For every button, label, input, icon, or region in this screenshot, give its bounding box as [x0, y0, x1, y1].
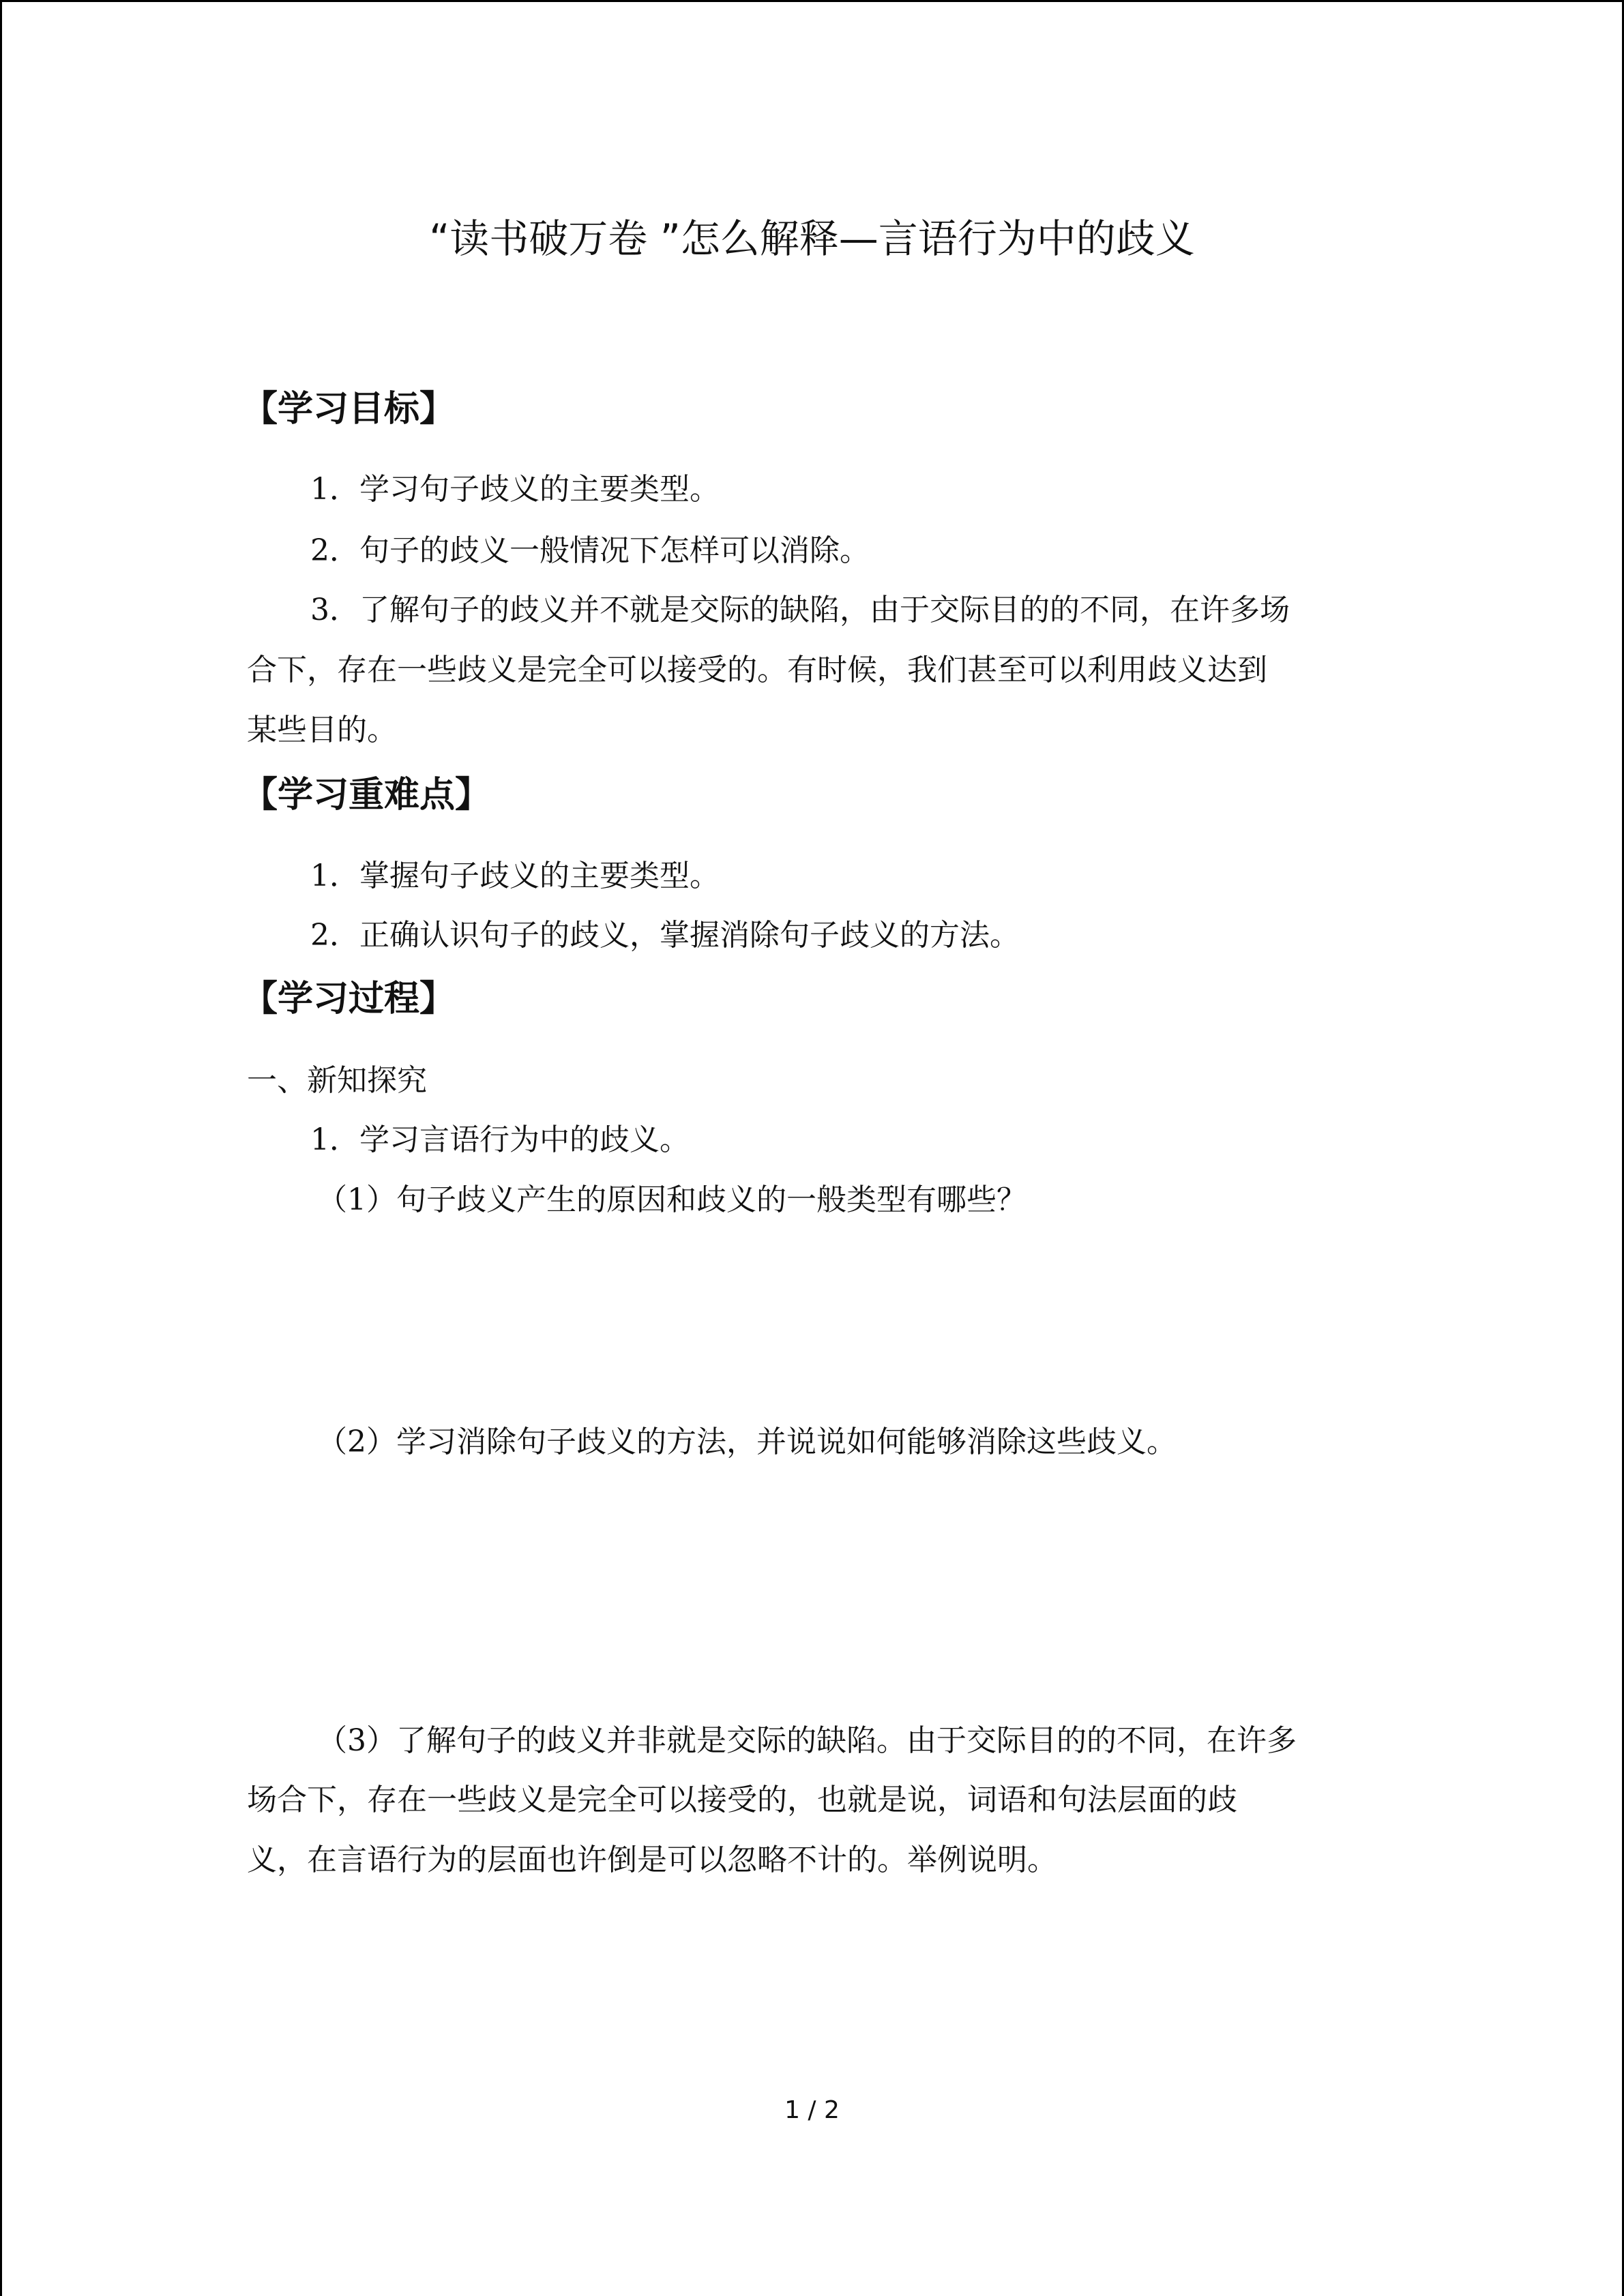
- objective-item-3-line-1: 3．了解句子的歧义并不就是交际的缺陷，由于交际目的的不同，在许多场: [310, 593, 1290, 627]
- question-3-line-2: 场合下，存在一些歧义是完全可以接受的，也就是说，词语和句法层面的歧: [247, 1783, 1237, 1817]
- question-2: （2）学习消除句子歧义的方法，并说说如何能够消除这些歧义。: [317, 1425, 1177, 1459]
- document-title: “读书破万卷 ”怎么解释—言语行为中的歧义: [429, 215, 1195, 262]
- process-heading: 【学习过程】: [242, 979, 456, 1019]
- question-3-line-3: 义，在言语行为的层面也许倒是可以忽略不计的。举例说明。: [247, 1843, 1057, 1877]
- objective-item-1: 1．学习句子歧义的主要类型。: [310, 472, 720, 507]
- page-number: 1 / 2: [784, 2096, 840, 2124]
- key-point-item-2: 2．正确认识句子的歧义，掌握消除句子歧义的方法。: [310, 918, 1020, 953]
- key-points-heading: 【学习重难点】: [242, 775, 491, 816]
- process-subsection-1: 1．学习言语行为中的歧义。: [310, 1122, 690, 1157]
- process-section-1: 一、新知探究: [247, 1063, 427, 1098]
- objective-item-3-line-3: 某些目的。: [247, 713, 397, 747]
- objective-item-2: 2．句子的歧义一般情况下怎样可以消除。: [310, 533, 870, 568]
- question-1: （1）句子歧义产生的原因和歧义的一般类型有哪些？: [317, 1182, 1027, 1217]
- objective-item-3-line-2: 合下，存在一些歧义是完全可以接受的。有时候，我们甚至可以利用歧义达到: [247, 653, 1267, 687]
- question-3-line-1: （3）了解句子的歧义并非就是交际的缺陷。由于交际目的的不同，在许多: [317, 1723, 1297, 1758]
- objectives-heading: 【学习目标】: [242, 389, 456, 430]
- key-point-item-1: 1．掌握句子歧义的主要类型。: [310, 859, 720, 893]
